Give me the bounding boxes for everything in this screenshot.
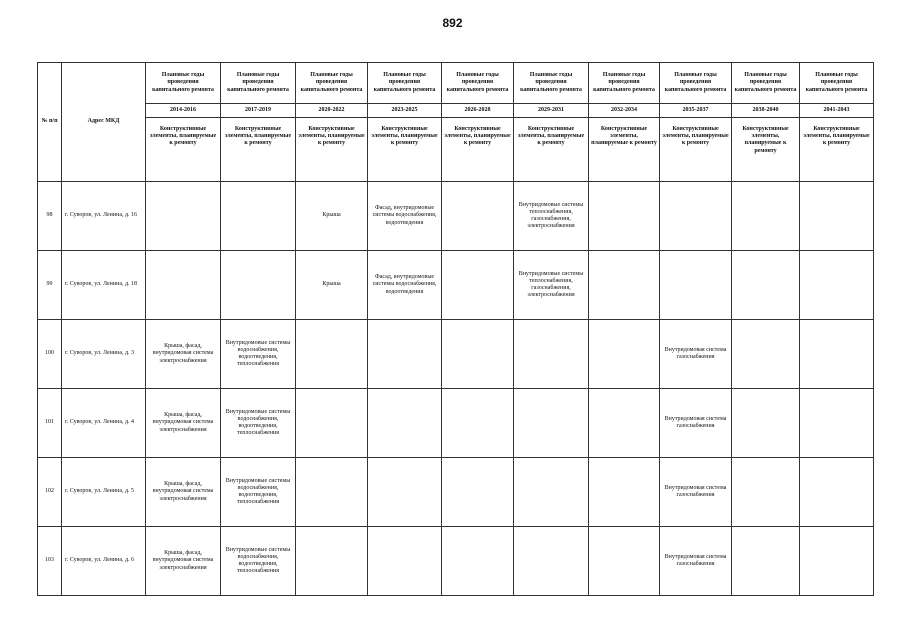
row-cell	[296, 458, 368, 527]
row-num: 100	[38, 320, 62, 389]
row-cell: Внутридомовая система газоснабжения	[660, 320, 732, 389]
header-period-years: 2017-2019	[221, 104, 296, 118]
table-row	[38, 251, 874, 320]
header-period-elements: Конструктивные элементы, планируемые к ремонту	[660, 118, 732, 182]
header-period-elements: Конструктивные элементы, планируемые к ремонту	[146, 118, 221, 182]
header-period-title: Плановые годы проведения капитального ремонта	[514, 63, 589, 104]
row-cell: Внутридомовая система газоснабжения	[660, 458, 732, 527]
header-address: Адрес МКД	[62, 63, 146, 182]
row-num: 101	[38, 389, 62, 458]
header-period-title: Плановые годы проведения капитального ремонта	[368, 63, 442, 104]
header-row-elements	[38, 118, 874, 182]
row-cell	[221, 251, 296, 320]
row-cell	[442, 251, 514, 320]
header-period-elements: Конструктивные элементы, планируемые к ремонту	[732, 118, 800, 182]
row-cell: Крыша, фасад, внутридомовая система электроснабжения	[146, 320, 221, 389]
row-cell	[296, 527, 368, 596]
row-cell	[296, 320, 368, 389]
row-address: г. Суворов, ул. Ленина, д. 6	[62, 527, 146, 596]
header-period-years: 2023-2025	[368, 104, 442, 118]
row-num: 98	[38, 182, 62, 251]
row-address: г. Суворов, ул. Ленина, д. 3	[62, 320, 146, 389]
row-cell: Крыша, фасад, внутридомовая система электроснабжения	[146, 458, 221, 527]
repair-schedule-table	[37, 62, 874, 596]
page-number: 892	[442, 16, 463, 30]
row-num: 102	[38, 458, 62, 527]
row-cell: Внутридомовые системы водоснабжения, водоотведения, теплоснабжения	[221, 320, 296, 389]
row-cell	[442, 182, 514, 251]
table-header	[38, 63, 874, 182]
row-cell: Внутридомовые системы водоснабжения, водоотведения, теплоснабжения	[221, 389, 296, 458]
row-cell: Внутридомовые системы теплоснабжения, газоснабжения, электроснабжения	[514, 182, 589, 251]
row-cell: Крыша	[296, 251, 368, 320]
row-cell	[514, 458, 589, 527]
row-cell	[660, 182, 732, 251]
header-period-elements: Конструктивные элементы, планируемые к ремонту	[800, 118, 874, 182]
row-cell	[221, 182, 296, 251]
row-cell	[589, 458, 660, 527]
header-period-elements: Конструктивные элементы, планируемые к ремонту	[296, 118, 368, 182]
row-cell	[660, 251, 732, 320]
row-cell: Внутридомовая система газоснабжения	[660, 527, 732, 596]
header-period-years: 2035-2037	[660, 104, 732, 118]
row-cell	[442, 527, 514, 596]
row-cell	[800, 389, 874, 458]
row-cell	[800, 320, 874, 389]
row-num: 103	[38, 527, 62, 596]
row-cell: Внутридомовая система газоснабжения	[660, 389, 732, 458]
row-cell	[732, 458, 800, 527]
row-address: г. Суворов, ул. Ленина, д. 4	[62, 389, 146, 458]
header-period-elements: Конструктивные элементы, планируемые к ремонту	[514, 118, 589, 182]
row-cell	[368, 458, 442, 527]
header-period-years: 2032-2034	[589, 104, 660, 118]
header-period-title: Плановые годы проведения капитального ремонта	[660, 63, 732, 104]
row-cell	[800, 182, 874, 251]
row-cell	[732, 527, 800, 596]
row-address: г. Суворов, ул. Ленина, д. 18	[62, 251, 146, 320]
row-cell	[442, 320, 514, 389]
header-period-title: Плановые годы проведения капитального ремонта	[296, 63, 368, 104]
header-period-years: 2038-2040	[732, 104, 800, 118]
table-row	[38, 320, 874, 389]
header-period-years: 2041-2043	[800, 104, 874, 118]
row-cell: Фасад, внутридомовые системы водоснабжения, водоотведения	[368, 182, 442, 251]
row-cell: Внутридомовые системы водоснабжения, водоотведения, теплоснабжения	[221, 527, 296, 596]
row-cell	[589, 251, 660, 320]
row-cell	[514, 527, 589, 596]
header-period-title: Плановые годы проведения капитального ремонта	[442, 63, 514, 104]
header-period-title: Плановые годы проведения капитального ремонта	[800, 63, 874, 104]
row-cell	[514, 389, 589, 458]
header-row-titles	[38, 63, 874, 104]
header-period-title: Плановые годы проведения капитального ремонта	[146, 63, 221, 104]
header-period-elements: Конструктивные элементы, планируемые к ремонту	[442, 118, 514, 182]
table-row	[38, 182, 874, 251]
table-body	[38, 182, 874, 596]
header-period-title: Плановые годы проведения капитального ремонта	[732, 63, 800, 104]
header-period-title: Плановые годы проведения капитального ремонта	[589, 63, 660, 104]
row-cell	[589, 182, 660, 251]
row-cell	[732, 251, 800, 320]
row-cell: Внутридомовые системы теплоснабжения, газоснабжения, электроснабжения	[514, 251, 589, 320]
table-row	[38, 527, 874, 596]
row-cell	[514, 320, 589, 389]
row-cell	[442, 458, 514, 527]
row-cell: Крыша	[296, 182, 368, 251]
row-cell	[589, 527, 660, 596]
row-cell	[800, 251, 874, 320]
row-cell	[732, 389, 800, 458]
header-period-elements: Конструктивные элементы, планируемые к ремонту	[368, 118, 442, 182]
row-cell	[732, 182, 800, 251]
row-num: 99	[38, 251, 62, 320]
row-cell	[296, 389, 368, 458]
header-period-years: 2026-2028	[442, 104, 514, 118]
row-address: г. Суворов, ул. Ленина, д. 5	[62, 458, 146, 527]
header-period-years: 2014-2016	[146, 104, 221, 118]
header-period-years: 2029-2031	[514, 104, 589, 118]
row-cell: Внутридомовые системы водоснабжения, водоотведения, теплоснабжения	[221, 458, 296, 527]
header-period-years: 2020-2022	[296, 104, 368, 118]
header-num: № п/п	[38, 63, 62, 182]
row-cell: Фасад, внутридомовые системы водоснабжения, водоотведения	[368, 251, 442, 320]
row-cell: Крыша, фасад, внутридомовая система электроснабжения	[146, 527, 221, 596]
row-address: г. Суворов, ул. Ленина, д. 16	[62, 182, 146, 251]
row-cell	[442, 389, 514, 458]
row-cell: Крыша, фасад, внутридомовая система электроснабжения	[146, 389, 221, 458]
row-cell	[589, 320, 660, 389]
row-cell	[368, 389, 442, 458]
header-row-years	[38, 104, 874, 118]
row-cell	[589, 389, 660, 458]
header-period-elements: Конструктивные элементы, планируемые к ремонту	[589, 118, 660, 182]
table-row	[38, 389, 874, 458]
row-cell	[800, 458, 874, 527]
row-cell	[146, 251, 221, 320]
header-period-elements: Конструктивные элементы, планируемые к ремонту	[221, 118, 296, 182]
row-cell	[146, 182, 221, 251]
table-row	[38, 458, 874, 527]
header-period-title: Плановые годы проведения капитального ремонта	[221, 63, 296, 104]
row-cell	[368, 320, 442, 389]
row-cell	[368, 527, 442, 596]
row-cell	[732, 320, 800, 389]
row-cell	[800, 527, 874, 596]
